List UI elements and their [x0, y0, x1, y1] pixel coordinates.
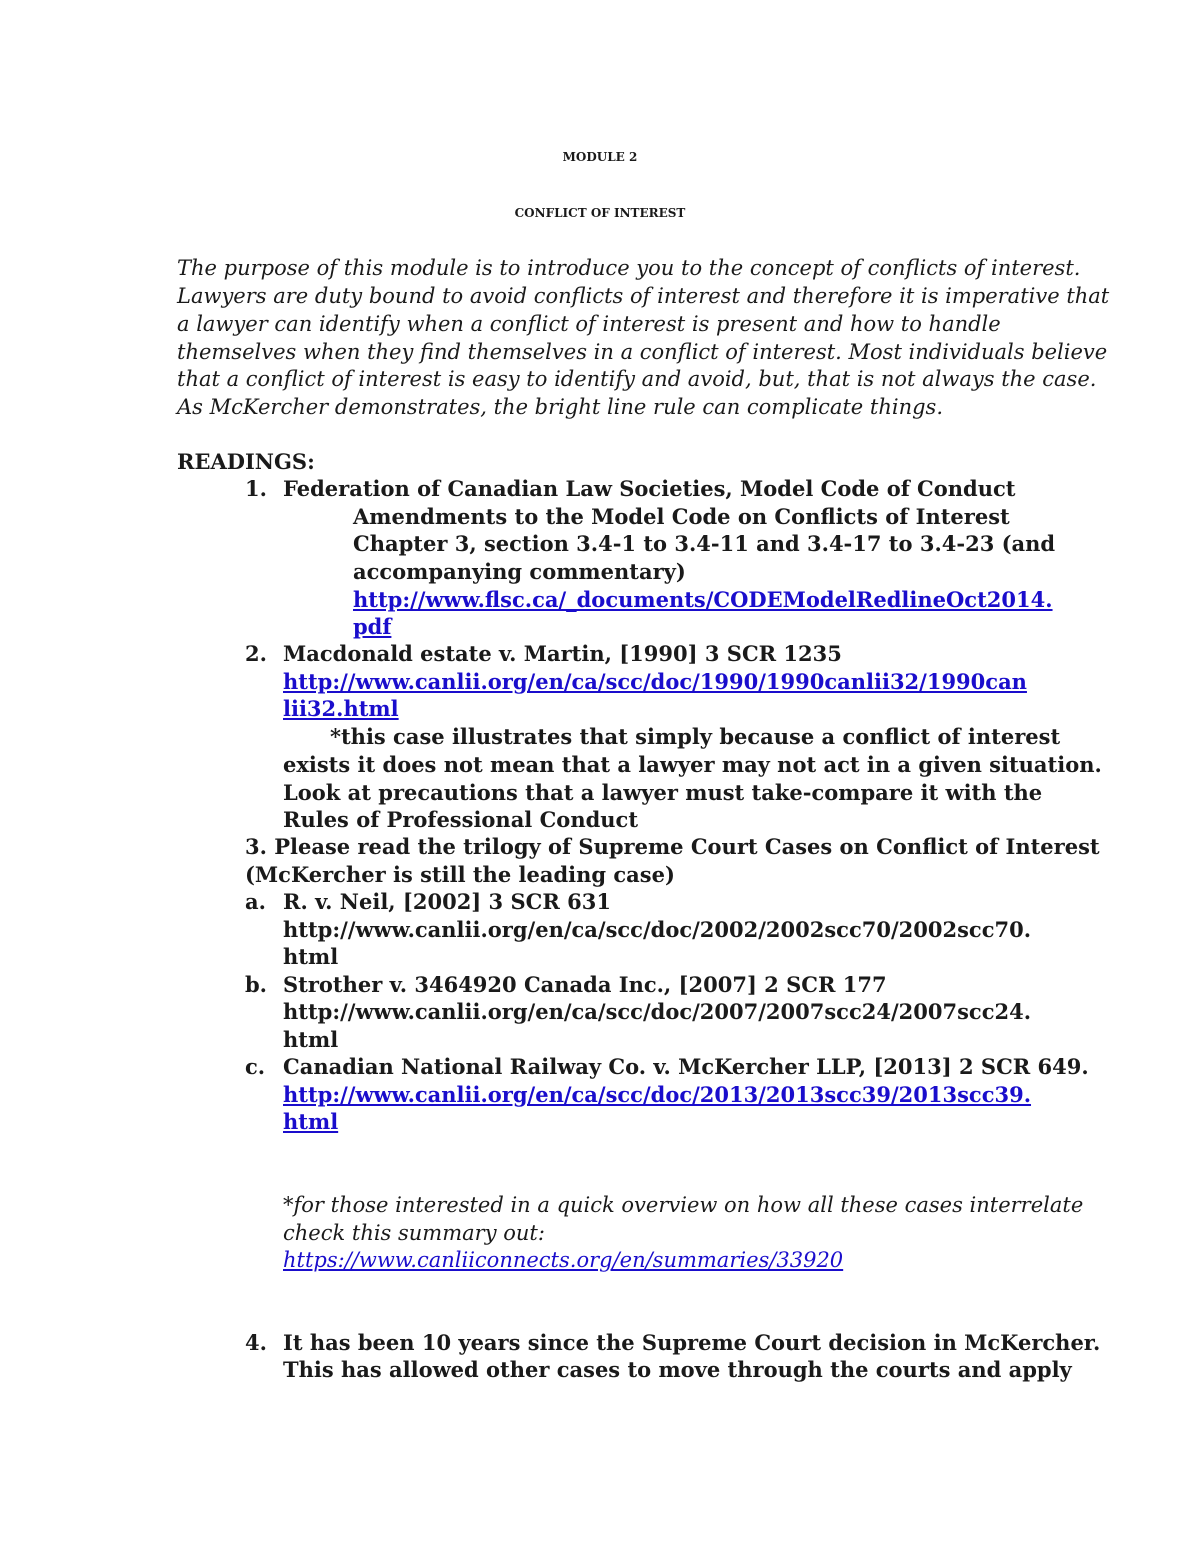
case-a-title: R. v. Neil, [2002] 3 SCR 631 [283, 889, 611, 914]
page-title: CONFLICT OF INTEREST [514, 206, 686, 220]
case-c-link[interactable]: http://www.canlii.org/en/ca/scc/doc/2013/2013scc39/2013scc39. [283, 1082, 1032, 1107]
readings-label: READINGS: [177, 449, 315, 474]
intro-line: As McKercher demonstrates, the bright line rule can complicate things. [177, 395, 944, 419]
module-heading: MODULE 2 [562, 150, 638, 164]
reading-2-note: Rules of Professional Conduct [283, 807, 639, 832]
reading-2-note: *this case illustrates that simply because a conflict of interest [330, 724, 1061, 749]
case-a-url: http://www.canlii.org/en/ca/scc/doc/2002/2002scc70/2002scc70. [283, 917, 1032, 942]
reading-4-text: It has been 10 years since the Supreme Court decision in McKercher. [283, 1330, 1101, 1355]
reading-2-note: Look at precautions that a lawyer must take-compare it with the [283, 780, 1043, 805]
reading-1-line: Amendments to the Model Code on Conflicts of Interest [353, 504, 1010, 529]
intro-line: Lawyers are duty bound to avoid conflicts of interest and therefore it is imperative that [177, 284, 1110, 308]
case-c-link-cont[interactable]: html [283, 1109, 339, 1134]
reading-2-link[interactable]: http://www.canlii.org/en/ca/scc/doc/1990/1990canlii32/1990can [283, 669, 1027, 694]
reading-3-title: 3. Please read the trilogy of Supreme Court Cases on Conflict of Interest [245, 834, 1100, 859]
list-number: 2. [245, 641, 267, 666]
reading-1-link-cont[interactable]: pdf [353, 614, 392, 639]
case-b-url-cont: html [283, 1027, 339, 1052]
reading-1-link[interactable]: http://www.flsc.ca/_documents/CODEModelRedlineOct2014. [353, 587, 1053, 612]
reading-1-title: Federation of Canadian Law Societies, Model Code of Conduct [283, 476, 1016, 501]
intro-line: a lawyer can identify when a conflict of interest is present and how to handle [177, 312, 1001, 336]
reading-2-note: exists it does not mean that a lawyer may not act in a given situation. [283, 752, 1102, 777]
reading-1-line: accompanying commentary) [353, 559, 686, 584]
reading-3-line: (McKercher is still the leading case) [245, 862, 675, 887]
intro-line: that a conflict of interest is easy to identify and avoid, but, that is not always the case. [177, 367, 1097, 391]
case-c-title: Canadian National Railway Co. v. McKercher LLP, [2013] 2 SCR 649. [283, 1054, 1089, 1079]
list-number: 4. [245, 1330, 267, 1355]
reading-1-line: Chapter 3, section 3.4-1 to 3.4-11 and 3.4-17 to 3.4-23 (and [353, 531, 1056, 556]
case-letter: a. [245, 889, 266, 914]
case-b-url: http://www.canlii.org/en/ca/scc/doc/2007/2007scc24/2007scc24. [283, 999, 1032, 1024]
summary-note: *for those interested in a quick overview on how all these cases interrelate [283, 1193, 1084, 1217]
intro-line: The purpose of this module is to introduce you to the concept of conflicts of interest. [177, 256, 1081, 280]
summary-note: check this summary out: [283, 1221, 545, 1245]
intro-line: themselves when they find themselves in a conflict of interest. Most individuals believe [177, 340, 1108, 364]
case-b-title: Strother v. 3464920 Canada Inc., [2007] 2 SCR 177 [283, 972, 887, 997]
reading-2-link-cont[interactable]: lii32.html [283, 696, 399, 721]
case-letter: b. [245, 972, 267, 997]
reading-4-text: This has allowed other cases to move through the courts and apply [283, 1357, 1072, 1382]
case-letter: c. [245, 1054, 266, 1079]
reading-2-title: Macdonald estate v. Martin, [1990] 3 SCR 1235 [283, 641, 842, 666]
summary-link[interactable]: https://www.canliiconnects.org/en/summaries/33920 [283, 1248, 844, 1272]
list-number: 1. [245, 476, 267, 501]
case-a-url-cont: html [283, 944, 339, 969]
